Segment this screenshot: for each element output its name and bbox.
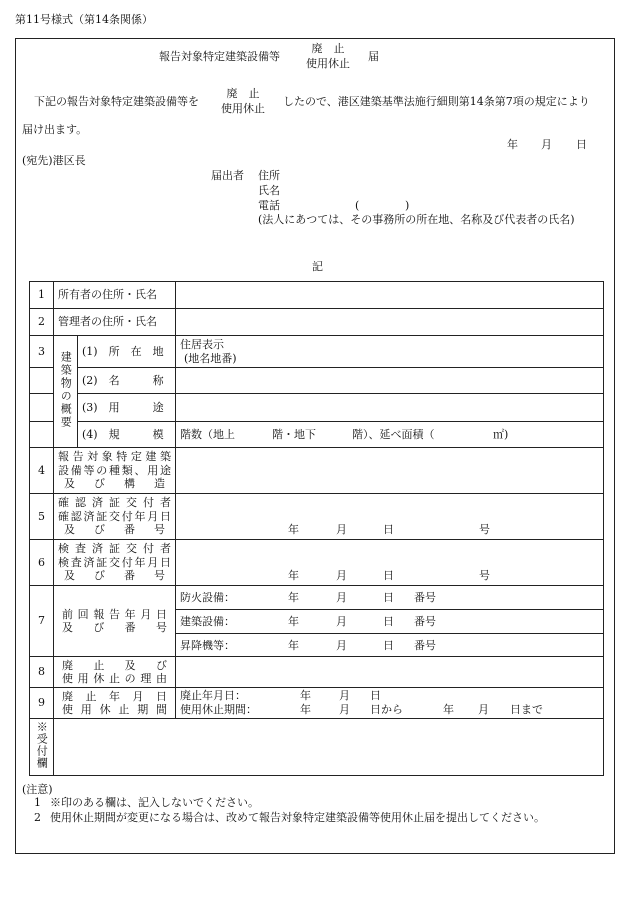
fire-day: 日 xyxy=(383,591,394,604)
row-number: 8 xyxy=(30,657,54,688)
elevator-day: 日 xyxy=(383,639,394,652)
row-number: 2 xyxy=(30,309,54,336)
row-number: 4 xyxy=(30,448,54,494)
abolish-date-label: 廃止年月日： xyxy=(180,689,246,702)
building-equipment-label: 建築設備： xyxy=(180,615,235,628)
previous-report-label: 前回報告年月日 及 び 番 号 xyxy=(54,586,176,657)
elevator-label: 昇降機等： xyxy=(180,639,235,652)
fire-year: 年 xyxy=(288,591,299,604)
table-row xyxy=(30,336,604,368)
inspection-year: 年 xyxy=(288,569,299,582)
floors-below-label: 階・地下 xyxy=(272,428,316,441)
previous-report-elevator[interactable] xyxy=(176,634,603,656)
intro-prefix: 下記の報告対象特定建築設備等を xyxy=(34,95,199,108)
building-scale-label: (4) 規 模 xyxy=(78,422,176,448)
suspension-period-label: 使用休止期間： xyxy=(180,703,257,716)
inspection-cert-label: 検査済証交付者 検査済証交付年月日 及 び 番 号 xyxy=(54,540,176,586)
ki-heading: 記 xyxy=(312,260,323,273)
floors-above-label: 階数（地上 xyxy=(180,428,235,441)
inspection-month: 月 xyxy=(336,569,347,582)
row-number: 1 xyxy=(30,282,54,309)
table-row xyxy=(30,719,604,776)
cert-year: 年 xyxy=(288,523,299,536)
reason-value[interactable] xyxy=(176,657,604,688)
intro-option-abolish: 廃 止 xyxy=(226,87,260,100)
note-2-number: 2 xyxy=(34,811,41,824)
table-row xyxy=(30,494,604,540)
floor-area-unit: ㎡) xyxy=(493,428,509,441)
date-day: 日 xyxy=(576,138,587,151)
equipment-type-label: 報告対象特定建築 設備等の種類、用途 及 び 構 造 xyxy=(54,448,176,494)
floor-area-label: 階）、延べ面積（ xyxy=(352,428,435,441)
inspection-day: 日 xyxy=(383,569,394,582)
addressee: (宛先)港区長 xyxy=(22,154,86,167)
inspection-cert-value[interactable] xyxy=(176,540,604,586)
building-number: 番号 xyxy=(414,615,436,628)
notes-heading: (注意) xyxy=(22,783,53,796)
intro-option-suspend: 使用休止 xyxy=(221,102,265,115)
suspension-start-month: 月 xyxy=(339,703,350,716)
fire-month: 月 xyxy=(336,591,347,604)
phone-close-paren: ) xyxy=(405,199,410,212)
table-row xyxy=(30,688,604,719)
location-value[interactable] xyxy=(176,336,604,368)
building-name-label: (2) 名 称 xyxy=(78,368,176,394)
row-number: 7 xyxy=(30,586,54,657)
confirmation-cert-value[interactable] xyxy=(176,494,604,540)
applicant-address: 住所 xyxy=(258,169,280,182)
building-scale-value[interactable] xyxy=(176,422,604,448)
building-overview-group: 建築物の概要 xyxy=(54,336,78,448)
title-option-abolish: 廃 止 xyxy=(311,42,345,55)
suspension-end-day: 日まで xyxy=(510,703,543,716)
applicant-label: 届出者 xyxy=(211,169,244,182)
reception-value xyxy=(54,719,604,776)
suspension-start-year: 年 xyxy=(300,703,311,716)
confirmation-cert-label: 確認済証交付者 確認済証交付年月日 及 び 番 号 xyxy=(54,494,176,540)
row-number: 3 xyxy=(30,336,54,368)
previous-report-value xyxy=(176,586,604,657)
inspection-number: 号 xyxy=(479,569,490,582)
owner-value[interactable] xyxy=(176,282,604,309)
note-1: ※印のある欄は、記入しないでください。 xyxy=(50,796,259,809)
details-table xyxy=(29,281,604,776)
table-row xyxy=(30,368,604,394)
title-option-suspend: 使用休止 xyxy=(306,57,350,70)
note-2: 使用休止期間が変更になる場合は、改めて報告対象特定建築設備等使用休止届を提出してください。 xyxy=(50,811,545,824)
reason-label: 廃 止 及 び 使用休止の理由 xyxy=(54,657,176,688)
phone-open-paren: ( xyxy=(355,199,360,212)
cert-number: 号 xyxy=(479,523,490,536)
fire-number: 番号 xyxy=(414,591,436,604)
period-value[interactable] xyxy=(176,688,604,719)
abolish-year: 年 xyxy=(300,689,311,702)
suspension-start-day: 日から xyxy=(370,703,403,716)
row-number: 9 xyxy=(30,688,54,719)
intro-suffix: したので、港区建築基準法施行細則第14条第7項の規定により xyxy=(283,95,590,108)
table-row xyxy=(30,448,604,494)
building-use-label: (3) 用 途 xyxy=(78,394,176,422)
row-number: 5 xyxy=(30,494,54,540)
table-row xyxy=(30,657,604,688)
cert-month: 月 xyxy=(336,523,347,536)
building-use-value[interactable] xyxy=(176,394,604,422)
manager-value[interactable] xyxy=(176,309,604,336)
equipment-type-value[interactable] xyxy=(176,448,604,494)
suspension-end-year: 年 xyxy=(443,703,454,716)
intro-line2: 届け出ます。 xyxy=(22,123,88,136)
applicant-phone: 電話 xyxy=(258,199,280,212)
building-month: 月 xyxy=(336,615,347,628)
applicant-name: 氏名 xyxy=(258,184,280,197)
owner-label: 所有者の住所・氏名 xyxy=(54,282,176,309)
location-line2: (地名地番) xyxy=(184,351,237,365)
elevator-month: 月 xyxy=(336,639,347,652)
form-number: 第11号様式（第14条関係） xyxy=(15,13,153,26)
applicant-note: (法人にあつては、その事務所の所在地、名称及び代表者の氏名) xyxy=(258,213,575,226)
building-day: 日 xyxy=(383,615,394,628)
date-month: 月 xyxy=(541,138,552,151)
elevator-number: 番号 xyxy=(414,639,436,652)
table-row xyxy=(30,309,604,336)
table-row xyxy=(30,586,604,657)
row-number: 6 xyxy=(30,540,54,586)
period-label: 廃止年月日 使用休止期間 xyxy=(54,688,176,719)
table-row xyxy=(30,540,604,586)
table-row xyxy=(30,394,604,422)
cert-day: 日 xyxy=(383,523,394,536)
location-line1: 住居表示 xyxy=(180,338,224,352)
manager-label: 管理者の住所・氏名 xyxy=(54,309,176,336)
previous-report-fire[interactable] xyxy=(176,586,603,610)
suspension-end-month: 月 xyxy=(478,703,489,716)
title-prefix: 報告対象特定建築設備等 xyxy=(159,50,280,63)
abolish-month: 月 xyxy=(339,689,350,702)
location-label: (1) 所 在 地 xyxy=(78,336,176,368)
note-1-number: 1 xyxy=(34,796,41,809)
title-suffix: 届 xyxy=(368,50,379,63)
abolish-day: 日 xyxy=(370,689,381,702)
elevator-year: 年 xyxy=(288,639,299,652)
building-year: 年 xyxy=(288,615,299,628)
previous-report-building[interactable] xyxy=(176,610,603,634)
date-year: 年 xyxy=(507,138,518,151)
reception-label: ※受付欄 xyxy=(30,719,54,776)
table-row xyxy=(30,282,604,309)
table-row xyxy=(30,422,604,448)
fire-equipment-label: 防火設備： xyxy=(180,591,235,604)
building-name-value[interactable] xyxy=(176,368,604,394)
